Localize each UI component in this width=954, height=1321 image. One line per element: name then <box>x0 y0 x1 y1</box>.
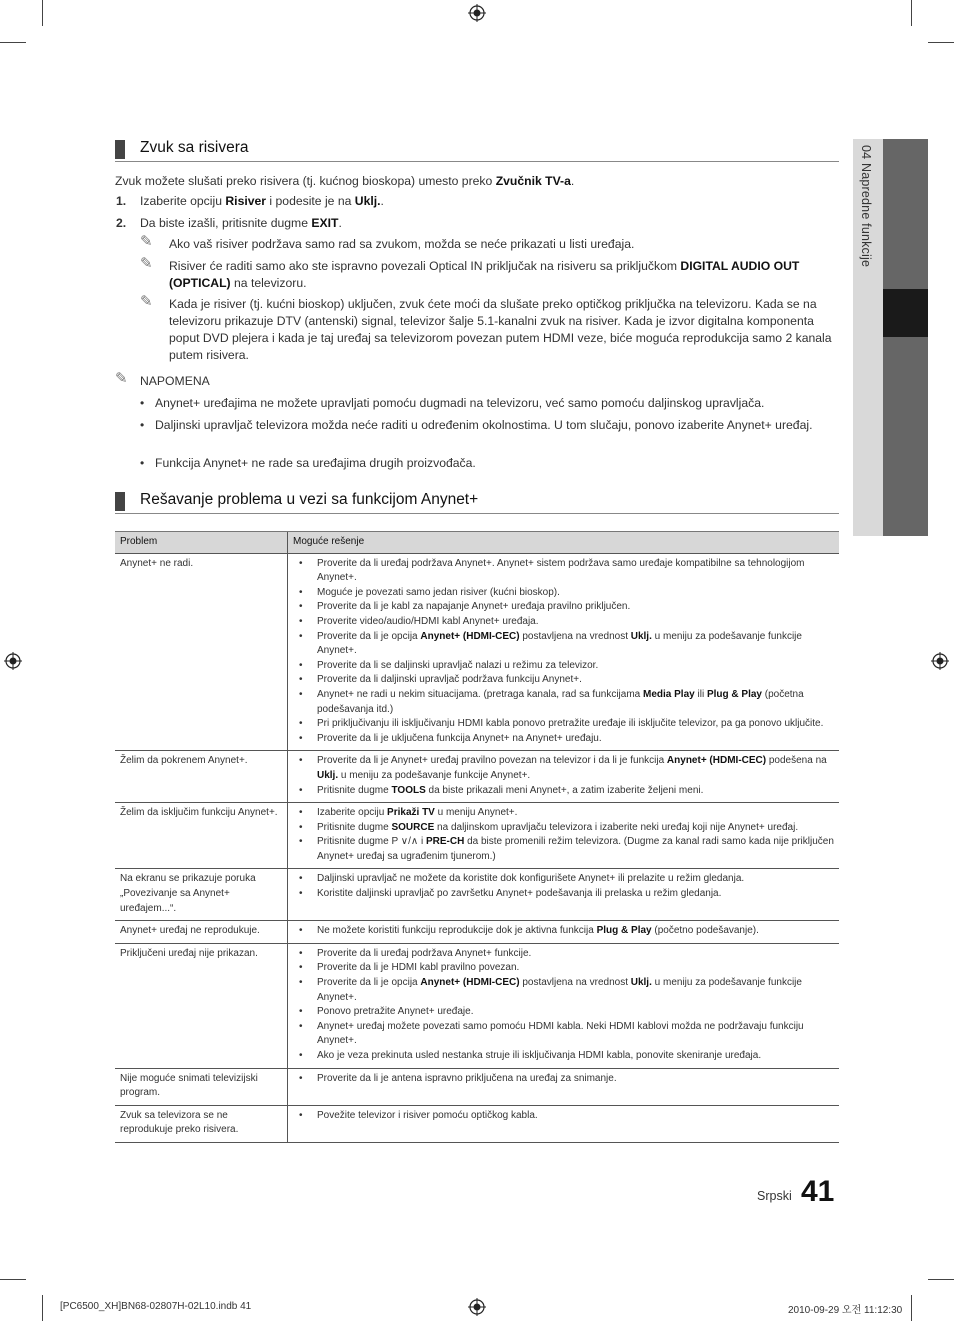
napomena-label: NAPOMENA <box>140 374 210 388</box>
solution-cell <box>288 1068 840 1105</box>
solution-item: • Ponovo pretražite Anynet+ uređaje. <box>293 1005 834 1020</box>
side-tab-chapter-marker <box>883 289 928 337</box>
solution-item: • Pritisnite dugme SOURCE na daljinskom upravljaču televizora i izaberite neki uređaj koji nije Anynet+ uređaj. <box>293 821 834 836</box>
registration-mark-icon <box>4 652 22 670</box>
solution-item: • Proverite da li je Anynet+ uređaj pravilno povezan na televizor i da li je funkcija Anynet+ (HDMI-CEC) podešena na Uklj. u meniju za podešavanje funkcije Anynet+. <box>293 754 834 783</box>
solution-item: • Proverite da li je HDMI kabl pravilno povezan. <box>293 961 834 976</box>
section-heading-receiver <box>115 139 839 162</box>
solution-item: • Proverite da li se daljinski upravljač nalazi u režimu za televizor. <box>293 659 834 674</box>
solution-cell <box>288 803 840 869</box>
table-row <box>115 943 839 1068</box>
table-row <box>115 869 839 921</box>
solution-item: • Povežite televizor i risiver pomoću optičkog kabla. <box>293 1109 834 1124</box>
page-number: 41 <box>801 1175 835 1208</box>
crop-mark <box>0 1279 26 1280</box>
note-1: Ako vaš risiver podržava samo rad sa zvukom, možda se neće prikazati u listi uređaja. <box>169 237 635 251</box>
solution-item: • Proverite da li uređaj podržava Anynet+. Anynet+ sistem podržava samo uređaje kompatibilne sa tehnologijom Anynet+. <box>293 557 834 586</box>
solution-item: • Koristite daljinski upravljač po završetku Anynet+ podešavanja ili prelaska u režim gledanja. <box>293 887 834 902</box>
chapter-side-tab <box>853 139 928 536</box>
table-row <box>115 803 839 869</box>
table-row <box>115 1105 839 1142</box>
solution-item: • Proverite video/audio/HDMI kabl Anynet+ uređaja. <box>293 615 834 630</box>
crop-mark <box>928 1279 954 1280</box>
problem-cell: Zvuk sa televizora se ne reprodukuje preko risivera. <box>115 1105 288 1142</box>
registration-mark-icon <box>468 4 486 22</box>
side-tab-dark-strip <box>883 139 928 536</box>
solution-item: • Daljinski upravljač ne možete da koristite dok konfigurišete Anynet+ ili prelazite u režim gledanja. <box>293 872 834 887</box>
registration-mark-icon <box>468 1298 486 1316</box>
solution-item: • Ako je veza prekinuta usled nestanka struje ili isključivanja HDMI kabla, ponovite skeniranje uređaja. <box>293 1049 834 1064</box>
note-2: Risiver će raditi samo ako ste ispravno povezali Optical IN priključak na risiveru sa priključkom DIGITAL AUDIO OUT (OPTICAL) na televizoru. <box>169 259 800 290</box>
solution-item: • Proverite da li je antena ispravno priključena na uređaj za snimanje. <box>293 1072 834 1087</box>
registration-mark-icon <box>931 652 949 670</box>
footer-timestamp: 2010-09-29 오전 11:12:30 <box>788 1305 903 1316</box>
bullet-icon: • <box>140 456 145 470</box>
solution-cell <box>288 869 840 921</box>
heading-title: Rešavanje problema u vezi sa funkcijom Anynet+ <box>140 491 479 508</box>
solution-item: • Proverite da li je opcija Anynet+ (HDMI-CEC) postavljena na vrednost Uklj. u meniju za podešavanje funkcije Anynet+. <box>293 976 834 1005</box>
column-header-problem: Problem <box>115 532 288 554</box>
crop-mark <box>911 0 912 26</box>
solution-item: • Pri priključivanju ili isključivanju HDMI kabla ponovo pretražite uređaje ili isključite televizor, pa ga ponovo uključite. <box>293 717 834 732</box>
solution-item: • Pritisnite dugme TOOLS da biste prikazali meni Anynet+, a zatim izaberite željeni meni. <box>293 784 834 799</box>
napomena-item: Daljinski upravljač televizora možda neće raditi u određenim okolnostima. U tom slučaju, ponovo izaberite Anynet+ uređaj. <box>155 418 813 432</box>
problem-cell: Nije moguće snimati televizijski program. <box>115 1068 288 1105</box>
napomena-item: Anynet+ uređajima ne možete upravljati pomoću dugmadi na televizoru, već samo pomoću daljinskog upravljača. <box>155 396 765 410</box>
solution-cell <box>288 943 840 1068</box>
solution-cell <box>288 751 840 803</box>
solution-item: • Proverite da li je uključena funkcija Anynet+ na Anynet+ uređaju. <box>293 732 834 747</box>
crop-mark <box>911 1295 912 1321</box>
step-number: 1. <box>116 194 127 208</box>
side-tab-label: 04 Napredne funkcije <box>859 145 873 268</box>
table-row <box>115 921 839 944</box>
solution-cell <box>288 921 840 944</box>
table-row <box>115 751 839 803</box>
step-2: Da biste izašli, pritisnite dugme EXIT. <box>140 216 342 230</box>
solution-cell <box>288 553 840 751</box>
bullet-icon: • <box>140 396 145 410</box>
section-heading-troubleshooting <box>115 491 839 514</box>
step-1: Izaberite opciju Risiver i podesite je na Uklj.. <box>140 194 384 208</box>
heading-bar <box>115 140 125 159</box>
problem-cell: Želim da pokrenem Anynet+. <box>115 751 288 803</box>
note-pencil-icon: ✎ <box>140 255 153 272</box>
table-row <box>115 553 839 751</box>
solution-item: • Proverite da li daljinski upravljač podržava funkciju Anynet+. <box>293 673 834 688</box>
table-header-row <box>115 532 839 554</box>
page-language: Srpski <box>757 1189 792 1203</box>
solution-item: • Izaberite opciju Prikaži TV u meniju Anynet+. <box>293 806 834 821</box>
problem-cell: Anynet+ uređaj ne reprodukuje. <box>115 921 288 944</box>
problem-cell: Priključeni uređaj nije prikazan. <box>115 943 288 1068</box>
crop-mark <box>42 1295 43 1321</box>
crop-mark <box>0 42 26 43</box>
crop-mark <box>928 42 954 43</box>
problem-cell: Na ekranu se prikazuje poruka „Povezivanje sa Anynet+ uređajem...“. <box>115 869 288 921</box>
napomena-item: Funkcija Anynet+ ne rade sa uređajima drugih proizvođača. <box>155 456 476 470</box>
problem-cell: Anynet+ ne radi. <box>115 553 288 751</box>
bullet-icon: • <box>140 418 145 432</box>
solution-item: • Proverite da li je opcija Anynet+ (HDMI-CEC) postavljena na vrednost Uklj. u meniju za podešavanje funkcije Anynet+. <box>293 630 834 659</box>
column-header-solution: Moguće rešenje <box>288 532 840 554</box>
note-3: Kada je risiver (tj. kućni bioskop) uključen, zvuk ćete moći da slušate preko optičkog priključka na televizoru. Kada se na televizoru prikazuje DTV (antenski) signal, televizor šalje 5.1-kanalni zvuk na risiver. Kada je izvor digitalna komponenta poput DVD plejera i kada je taj uređaj sa televizorom povezan putem HDMI veze, biće moguća reprodukcija samo 2 kanala putem risivera. <box>169 297 832 362</box>
table-row <box>115 1068 839 1105</box>
heading-title: Zvuk sa risivera <box>140 139 249 156</box>
footer-file-info: [PC6500_XH]BN68-02807H-02L10.indb 41 <box>60 1301 252 1312</box>
heading-bar <box>115 492 125 511</box>
solution-item: • Ne možete koristiti funkciju reprodukcije dok je aktivna funkcija Plug & Play (početno podešavanje). <box>293 924 834 939</box>
problem-cell: Želim da isključim funkciju Anynet+. <box>115 803 288 869</box>
intro-paragraph: Zvuk možete slušati preko risivera (tj. kućnog bioskopa) umesto preko Zvučnik TV-a. <box>115 174 575 188</box>
solution-item: • Pritisnite dugme P ∨/∧ i PRE-CH da biste promenili režim televizora. (Dugme za kanal radi samo kada nije priključen Anynet+ uređaj sa ugrađenim tjunerom.) <box>293 835 834 864</box>
step-number: 2. <box>116 216 127 230</box>
solution-item: • Proverite da li uređaj podržava Anynet+ funkcije. <box>293 947 834 962</box>
solution-item: • Proverite da li je kabl za napajanje Anynet+ uređaja pravilno priključen. <box>293 600 834 615</box>
solution-item: • Moguće je povezati samo jedan risiver (kućni bioskop). <box>293 586 834 601</box>
solution-cell <box>288 1105 840 1142</box>
solution-item: • Anynet+ uređaj možete povezati samo pomoću HDMI kabla. Neki HDMI kablovi možda ne podržavaju funkciju Anynet+. <box>293 1020 834 1049</box>
crop-mark <box>42 0 43 26</box>
note-pencil-icon: ✎ <box>115 370 128 387</box>
solution-item: • Anynet+ ne radi u nekim situacijama. (pretraga kanala, rad sa funkcijama Media Play ili Plug & Play (početna podešavanja itd.) <box>293 688 834 717</box>
note-pencil-icon: ✎ <box>140 293 153 310</box>
note-pencil-icon: ✎ <box>140 233 153 250</box>
troubleshooting-table <box>115 531 839 1143</box>
